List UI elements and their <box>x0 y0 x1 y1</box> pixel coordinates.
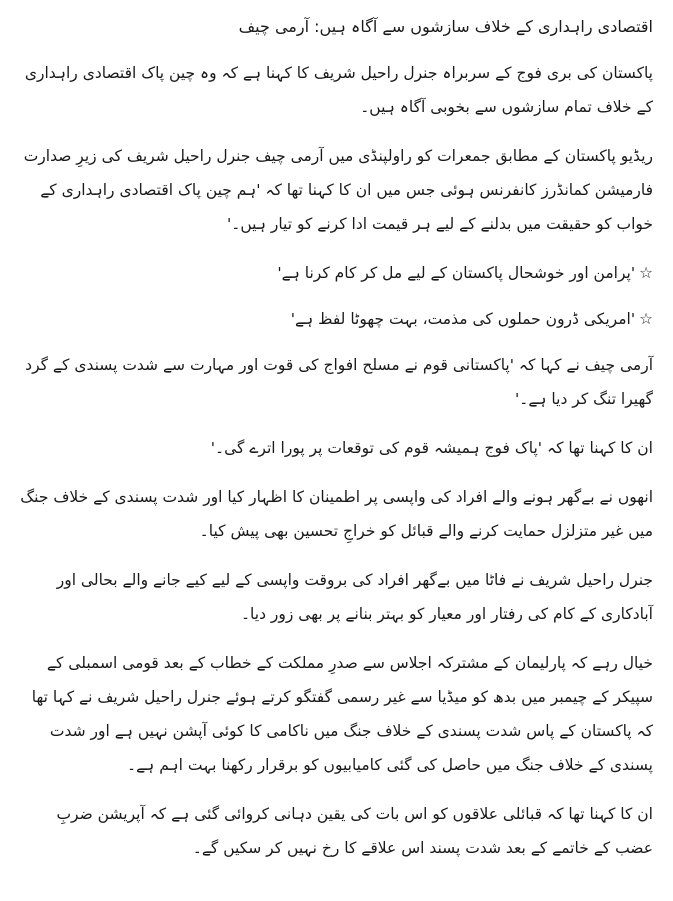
article-paragraph: ان کا کہنا تھا کہ قبائلی علاقوں کو اس بات کی یقین دہانی کروائی گئی ہے کہ آپریشن ضربِ عضب کے خاتمے کے بعد شدت پسند اس علاقے کا رخ نہیں کر سکیں گے۔ <box>56 805 653 857</box>
article-paragraph: ریڈیو پاکستان کے مطابق جمعرات کو راولپنڈی میں آرمی چیف جنرل راحیل شریف کی زیرِ صدارت فارمیشن کمانڈرز کانفرنس ہوئی جس میں ان کا کہنا تھا کہ 'ہم چین پاک اقتصادی راہداری کے خواب کو حقیقت میں بدلنے کے لیے ہر قیمت ادا کرنے کو تیار ہیں۔' <box>23 147 653 233</box>
article-paragraph: پاکستان کی بری فوج کے سربراہ جنرل راحیل شریف کا کہنا ہے کہ وہ چین پاک اقتصادی راہداری کے خلاف تمام سازشوں سے بخوبی آگاہ ہیں۔ <box>24 64 653 116</box>
star-icon: ☆ <box>639 264 653 282</box>
article-paragraph: جنرل راحیل شریف نے فاٹا میں بےگھر افراد کی بروقت واپسی کے لیے کیے جانے والے بحالی اور آبادکاری کے کام کی رفتار اور معیار کو بہتر بنانے پر بھی زور دیا۔ <box>56 571 653 623</box>
article-paragraph: انھوں نے بےگھر ہونے والے افراد کی واپسی پر اطمینان کا اظہار کیا اور شدت پسندی کے خلاف جنگ میں غیر متزلزل حمایت کرنے والے قبائل کو خراجِ تحسین بھی پیش کیا۔ <box>20 488 653 540</box>
article-paragraph: ان کا کہنا تھا کہ 'پاک فوج ہمیشہ قوم کی توقعات پر پورا اترے گی۔' <box>210 439 653 457</box>
highlight-quote <box>20 256 653 290</box>
article-paragraph: خیال رہے کہ پارلیمان کے مشترکہ اجلاس سے صدرِ مملکت کے خطاب کے بعد قومی اسمبلی کے سپیکر کے چیمبر میں بدھ کو میڈیا سے غیر رسمی گفتگو کرتے ہوئے جنرل راحیل شریف نے کہا تھا کہ پاکستان کے پاس شدت پسندی کے خلاف جنگ میں ناکامی کا کوئی آپشن نہیں ہے اور شدت پسندی کے خلاف جنگ میں حاصل کی گئی کامیابیوں کو برقرار رکھنا بہت اہم ہے۔ <box>31 654 653 774</box>
highlight-quote <box>20 302 653 336</box>
highlight-quote-text[interactable]: 'امریکی ڈرون حملوں کی مذمت، بہت چھوٹا لفظ ہے' <box>290 310 636 328</box>
article-headline: اقتصادی راہداری کے خلاف سازشوں سے آگاہ ہیں: آرمی چیف <box>238 17 653 36</box>
highlight-quote-text[interactable]: 'پرامن اور خوشحال پاکستان کے لیے مل کر کام کرنا ہے' <box>277 264 636 282</box>
article-paragraph: آرمی چیف نے کہا کہ 'پاکستانی قوم نے مسلح افواج کی قوت اور مہارت سے شدت پسندی کے گرد گھیرا تنگ کر دیا ہے۔' <box>25 356 653 408</box>
star-icon: ☆ <box>639 310 653 328</box>
